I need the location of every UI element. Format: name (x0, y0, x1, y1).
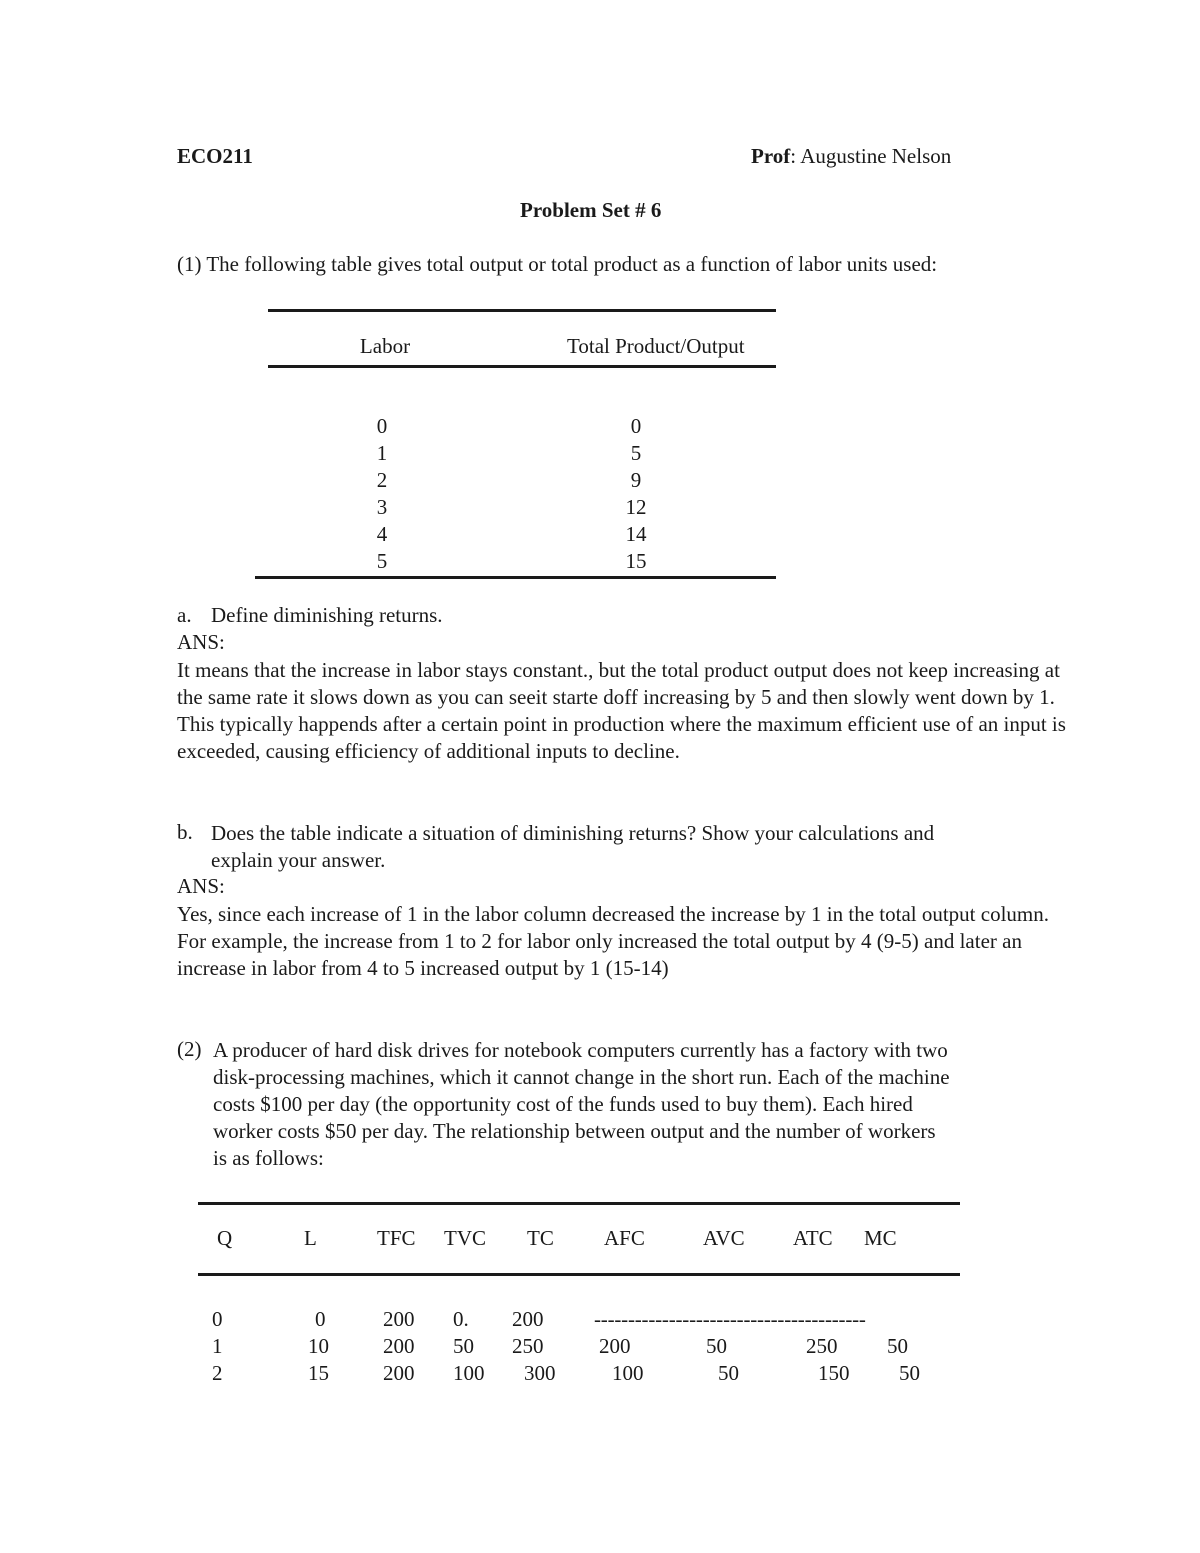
table2-header-cell: TC (527, 1226, 554, 1250)
question-line: Does the table indicate a situation of diminishing returns? Show your calculations and (211, 821, 935, 845)
q2-text (213, 1037, 950, 1172)
table-cell: 200 (383, 1334, 415, 1358)
table-cell: 50 (453, 1334, 474, 1358)
course-code: ECO211 (177, 144, 253, 168)
table-cell: 200 (383, 1307, 415, 1331)
table-cell-dashes: ---------------------------------------- (594, 1307, 866, 1331)
part-b-answer (177, 901, 1049, 982)
table-cell: 200 (383, 1361, 415, 1385)
table-cell: 1 (376, 441, 388, 465)
table1-bottom-rule (255, 576, 776, 579)
table-cell: 4 (376, 522, 388, 546)
q2-line: disk-processing machines, which it cannot change in the short run. Each of the machine (213, 1065, 950, 1089)
prof-label: Prof (751, 144, 791, 168)
answer-line: It means that the increase in labor stays constant., but the total product output does not keep increasing at (177, 658, 1060, 682)
q1-intro: (1) The following table gives total output or total product as a function of labor units used: (177, 252, 938, 276)
table-cell: 0 (630, 414, 642, 438)
table-cell: 2 (376, 468, 388, 492)
table-cell: 10 (308, 1334, 329, 1358)
table2-header-cell: TVC (444, 1226, 486, 1250)
q2-marker: (2) (177, 1037, 202, 1061)
table2-header-cell: MC (864, 1226, 897, 1250)
table-cell: 2 (212, 1361, 223, 1385)
table2-header-cell: AFC (604, 1226, 645, 1250)
table-cell: 50 (706, 1334, 727, 1358)
answer-line: For example, the increase from 1 to 2 for labor only increased the total output by 4 (9-5) and later an (177, 929, 1022, 953)
table-cell: 0. (453, 1307, 469, 1331)
table-cell: 150 (818, 1361, 850, 1385)
q2-line: is as follows: (213, 1146, 324, 1170)
table2-header-cell: ATC (793, 1226, 833, 1250)
table1-header-output: Total Product/Output (567, 334, 745, 358)
table-cell: 0 (376, 414, 388, 438)
professor-line (751, 144, 951, 169)
part-b-ans-label: ANS: (177, 874, 225, 898)
page-title: Problem Set # 6 (520, 198, 662, 222)
part-a-question: Define diminishing returns. (211, 603, 443, 627)
table2-header-rule (198, 1273, 960, 1276)
table-cell: 250 (806, 1334, 838, 1358)
table1-header-rule (268, 365, 776, 368)
table2-header-cell: L (304, 1226, 317, 1250)
table-cell: 0 (315, 1307, 326, 1331)
table1-top-rule (268, 309, 776, 312)
part-b-marker: b. (177, 820, 193, 844)
part-a-marker: a. (177, 603, 192, 627)
table-cell: 15 (625, 549, 647, 573)
table-cell: 5 (376, 549, 388, 573)
table1-header-labor: Labor (359, 334, 411, 358)
q2-line: worker costs $50 per day. The relationship between output and the number of workers (213, 1119, 936, 1143)
table-cell: 14 (625, 522, 647, 546)
q2-line: costs $100 per day (the opportunity cost of the funds used to buy them). Each hired (213, 1092, 913, 1116)
table-cell: 50 (718, 1361, 739, 1385)
table-cell: 50 (899, 1361, 920, 1385)
question-line: explain your answer. (211, 848, 386, 872)
table-cell: 12 (625, 495, 647, 519)
table2-header-cell: Q (217, 1226, 233, 1250)
answer-line: increase in labor from 4 to 5 increased output by 1 (15-14) (177, 956, 669, 980)
table-cell: 200 (512, 1307, 544, 1331)
table-cell: 1 (212, 1334, 223, 1358)
q2-line: A producer of hard disk drives for notebook computers currently has a factory with two (213, 1038, 948, 1062)
part-a-answer (177, 657, 1066, 765)
prof-name: : Augustine Nelson (790, 144, 952, 168)
table2-top-rule (198, 1202, 960, 1205)
table-cell: 3 (376, 495, 388, 519)
answer-line: Yes, since each increase of 1 in the labor column decreased the increase by 1 in the total output column. (177, 902, 1050, 926)
table-cell: 9 (630, 468, 642, 492)
table-cell: 200 (599, 1334, 631, 1358)
answer-line: This typically happends after a certain point in production where the maximum efficient use of an input is (177, 712, 1066, 736)
part-a-ans-label: ANS: (177, 630, 225, 654)
table2-header-cell: TFC (377, 1226, 416, 1250)
answer-line: exceeded, causing efficiency of additional inputs to decline. (177, 739, 680, 763)
table-cell: 0 (212, 1307, 223, 1331)
table-cell: 5 (630, 441, 642, 465)
table-cell: 50 (887, 1334, 908, 1358)
table-cell: 100 (453, 1361, 485, 1385)
table-cell: 15 (308, 1361, 329, 1385)
table-cell: 250 (512, 1334, 544, 1358)
table-cell: 100 (612, 1361, 644, 1385)
table-cell: 300 (524, 1361, 556, 1385)
answer-line: the same rate it slows down as you can seeit starte doff increasing by 5 and then slowly went down by 1. (177, 685, 1055, 709)
part-b-question (211, 820, 934, 874)
table2-header-cell: AVC (703, 1226, 745, 1250)
